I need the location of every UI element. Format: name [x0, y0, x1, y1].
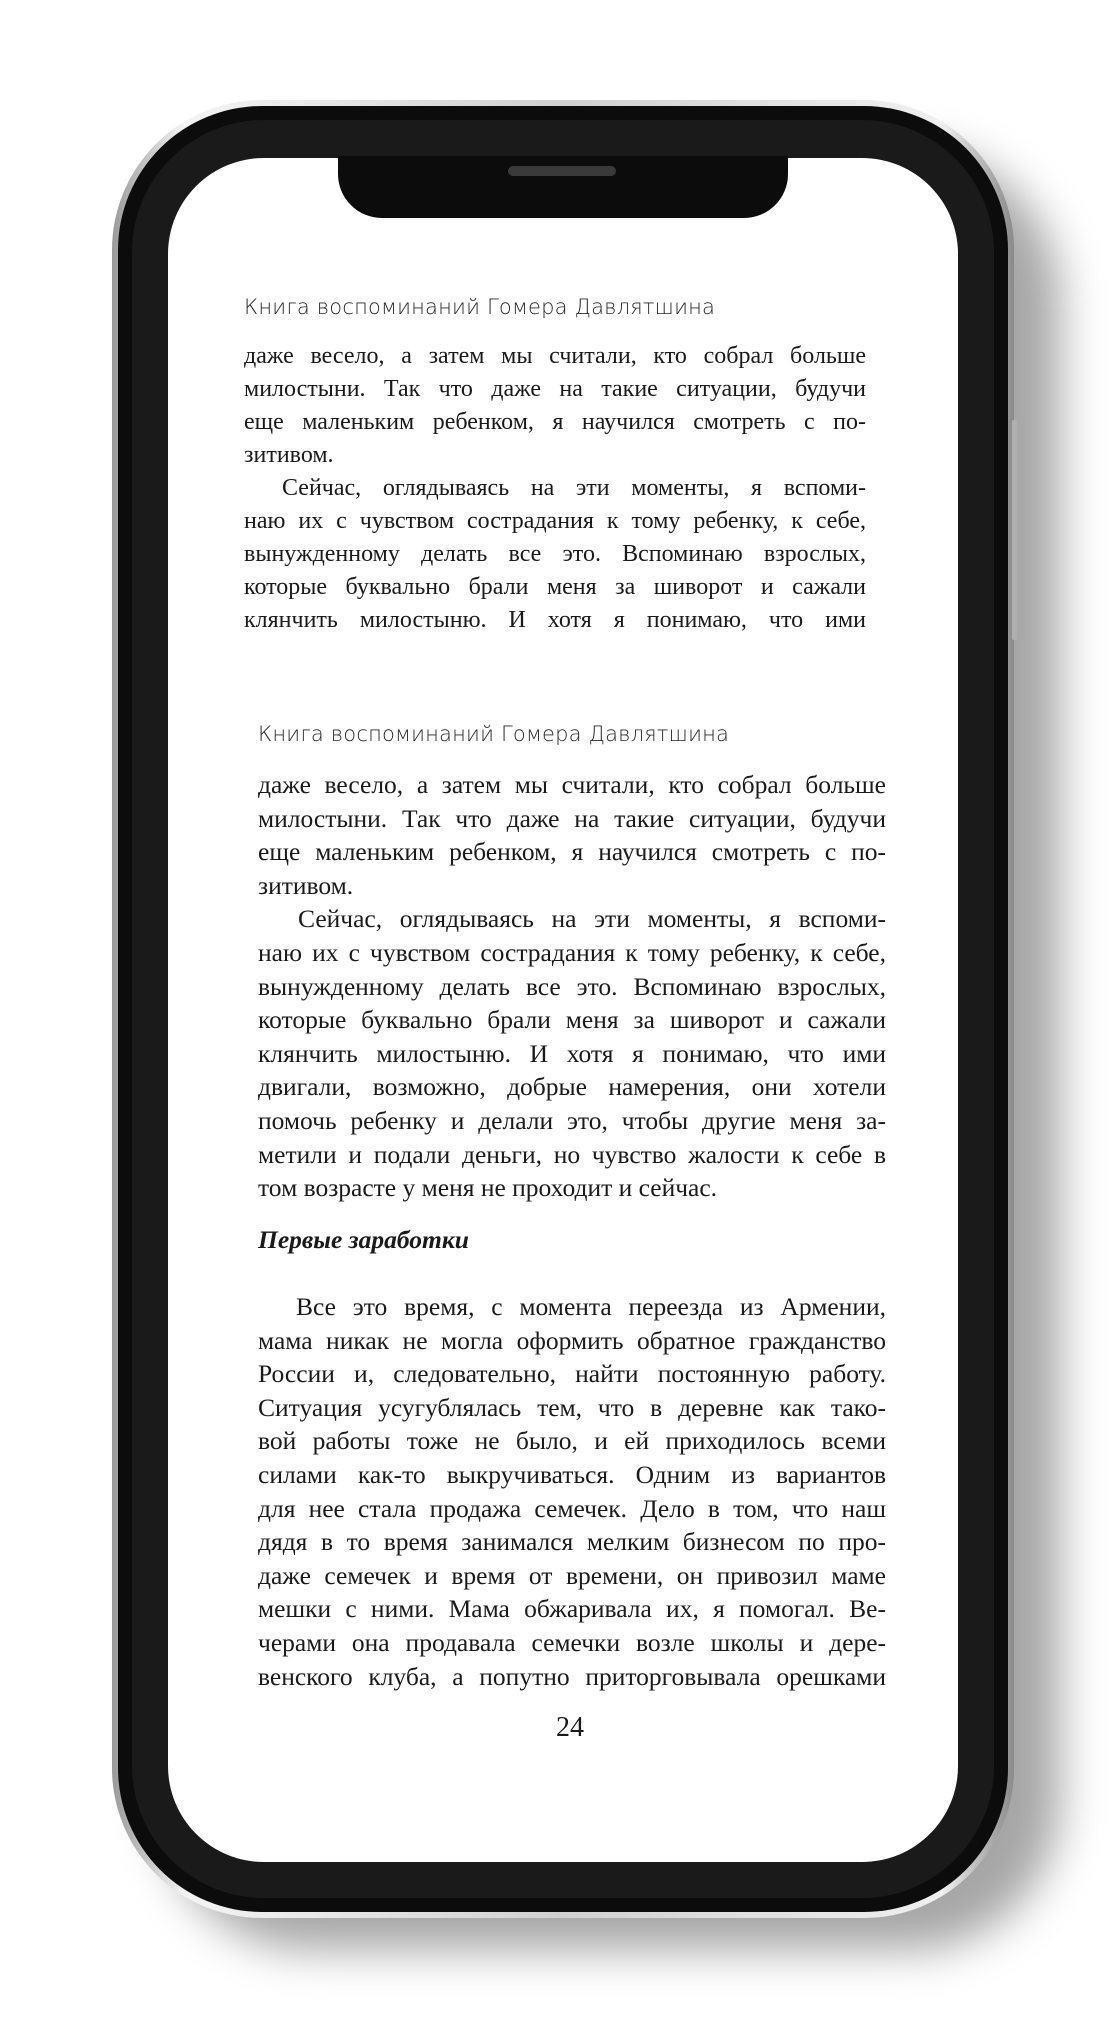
text-line: еще маленьким ребенком, я научился смотреть с по- [258, 837, 886, 867]
text-line: дядя в то время занимался мелким бизнесом по про- [258, 1527, 886, 1557]
text-line: даже весело, а затем мы считали, кто собрал больше [244, 343, 866, 369]
text-line: милостыни. Так что даже на такие ситуации, будучи [244, 376, 866, 402]
text-line: для нее стала продажа семечек. Дело в том, что наш [258, 1493, 886, 1523]
text-line: Все это время, с момента переезда из Армении, [296, 1292, 886, 1321]
text-line: которые буквально брали меня за шиворот и сажали [258, 1005, 886, 1035]
text-line: вой работы тоже не было, и ей приходилось всеми [258, 1426, 886, 1456]
section-text [258, 1290, 886, 1693]
text-line: наю их с чувством сострадания к тому ребенку, к себе, [258, 937, 886, 967]
text-line: вынужденному делать все это. Вспоминаю взрослых, [258, 971, 886, 1001]
text-line: силами как-то выкручиваться. Одним из вариантов [258, 1459, 886, 1489]
text-line: черами она продавала семечки возле школы и дере- [258, 1627, 886, 1657]
text-line: мама никак не могла оформить обратное гражданство [258, 1325, 886, 1355]
running-head: Книга воспоминаний Гомера Давлятшина [244, 295, 716, 319]
text-line: помочь ребенку и делали это, чтобы другие меня за- [258, 1105, 886, 1135]
text-line: клянчить милостыню. И хотя я понимаю, что ими [258, 1038, 886, 1068]
text-line: даже весело, а затем мы считали, кто собрал больше [258, 770, 886, 799]
text-line: двигали, возможно, добрые намерения, они хотели [258, 1072, 886, 1102]
text-line: Ситуация усугублялась тем, что в деревне как тако- [258, 1392, 886, 1422]
text-line: Сейчас, оглядываясь на эти моменты, я вспоми- [298, 904, 886, 934]
text-line: даже семечек и время от времени, он привозил маме [258, 1560, 886, 1590]
page-text-main [258, 768, 886, 1205]
text-line: мешки с ними. Мама обжаривала их, я помогал. Ве- [258, 1594, 886, 1624]
text-line: метили и подали деньги, но чувство жалости к себе в [258, 1139, 886, 1169]
side-button [1012, 420, 1017, 640]
text-line: милостыни. Так что даже на такие ситуации, будучи [258, 803, 886, 833]
speaker-grille-icon [508, 166, 616, 176]
text-line: Сейчас, оглядываясь на эти моменты, я вспоми- [282, 475, 866, 501]
running-head: Книга воспоминаний Гомера Давлятшина [258, 722, 730, 746]
text-line: еще маленьким ребенком, я научился смотреть с по- [244, 409, 866, 435]
text-line: зитивом. [258, 870, 354, 900]
page-number: 24 [556, 1712, 584, 1743]
text-line: вынужденному делать все это. Вспоминаю взрослых, [244, 541, 866, 567]
text-line: венского клуба, а попутно приторговывала орешками [258, 1661, 886, 1691]
text-line: том возрасте у меня не проходит и сейчас. [258, 1173, 718, 1203]
text-line: зитивом. [244, 442, 334, 468]
text-line: которые буквально брали меня за шиворот и сажали [244, 574, 866, 600]
page-text-top [244, 340, 866, 640]
text-line: России и, следовательно, найти постоянную работу. [258, 1359, 886, 1389]
text-line: наю их с чувством сострадания к тому ребенку, к себе, [244, 508, 866, 534]
text-line: клянчить милостыню. И хотя я понимаю, что ими [244, 607, 866, 633]
section-title: Первые заработки [258, 1225, 469, 1254]
